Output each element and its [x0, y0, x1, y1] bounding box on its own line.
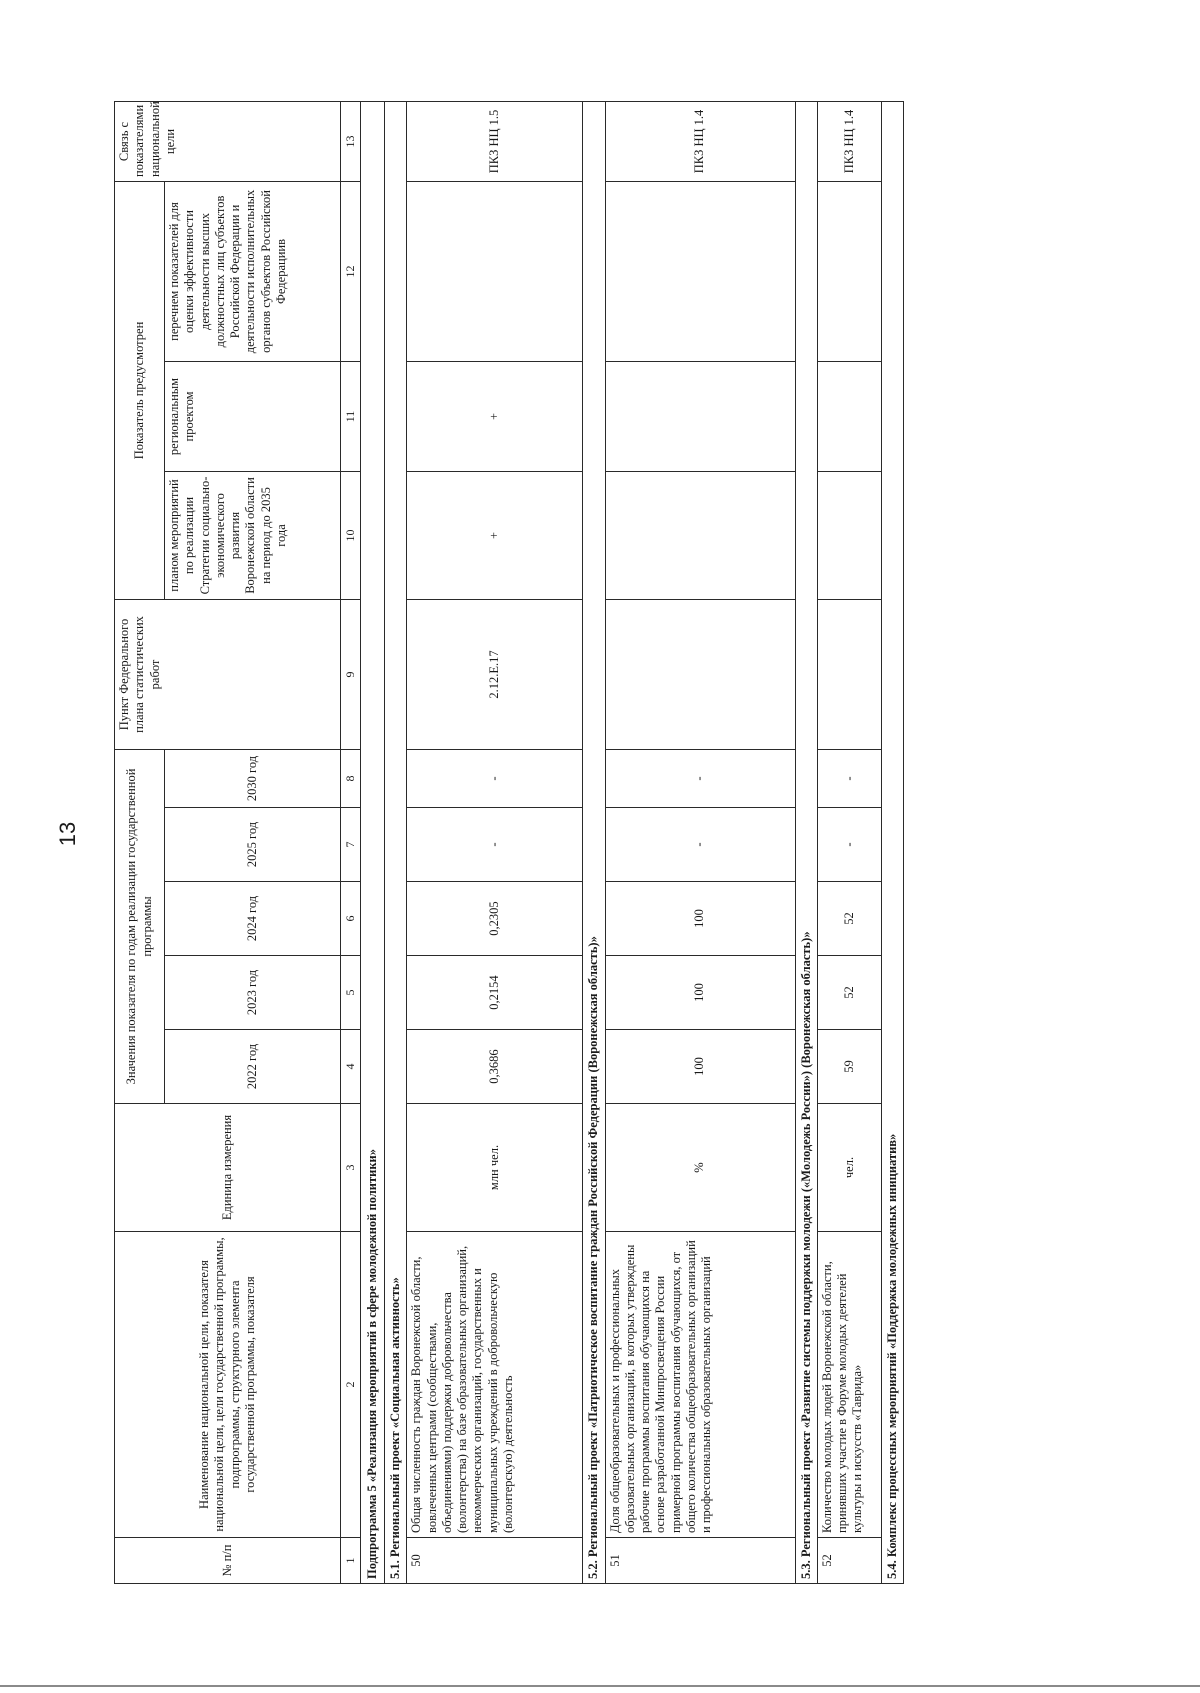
national-goal-link: ПКЗ НЦ 1.4 [817, 101, 881, 181]
header-name: Наименование национальной цели, показателя национальной цели, цели государственной программы, подпрограммы, структурного элемента государственной программы, показателя [115, 1232, 341, 1538]
national-goal-link: ПКЗ НЦ 1.5 [407, 101, 583, 181]
table-row [407, 101, 583, 1583]
column-number: 10 [341, 471, 361, 599]
column-number: 1 [341, 1538, 361, 1584]
value-2023: 0,2154 [407, 956, 583, 1030]
indicator-name: Количество молодых людей Воронежской области, принявших участие в Форуме молодых деятелей культуры и искусств «Таврида» [817, 1232, 881, 1538]
subprogram-heading: Подпрограмма 5 «Реализация мероприятий в сфере молодежной политики» [361, 101, 385, 1583]
column-number: 5 [341, 956, 361, 1030]
table-row [817, 101, 881, 1583]
value-2025: - [605, 808, 795, 882]
plan-strategy-mark [817, 471, 881, 599]
regional-project-mark [605, 361, 795, 471]
column-number: 13 [341, 101, 361, 181]
indicator-table [114, 101, 904, 1584]
rotated-table-container [114, 102, 1074, 1584]
evaluation-list-mark [605, 181, 795, 361]
column-number: 11 [341, 361, 361, 471]
header-fed-plan: Пункт Федерального плана статистических работ [115, 599, 341, 749]
indicator-unit: % [605, 1104, 795, 1232]
header-values-group: Значения показателя по годам реализации государственной программы [115, 749, 165, 1103]
header-unit: Единица измерения [115, 1104, 341, 1232]
header-num: № п/п [115, 1538, 341, 1584]
indicator-unit: млн чел. [407, 1104, 583, 1232]
plan-strategy-mark: + [407, 471, 583, 599]
table-row [605, 101, 795, 1583]
section-heading: 5.1. Региональный проект «Социальная активность» [385, 101, 407, 1583]
value-2025: - [407, 808, 583, 882]
fed-plan-item: 2.12.Е.17 [407, 599, 583, 749]
column-number: 2 [341, 1232, 361, 1538]
evaluation-list-mark [407, 181, 583, 361]
value-2022: 59 [817, 1030, 881, 1104]
value-2025: - [817, 808, 881, 882]
value-2030: - [817, 749, 881, 807]
header-provided-group: Показатель предусмотрен [115, 181, 165, 599]
header-year: 2025 год [165, 808, 341, 882]
column-number: 12 [341, 181, 361, 361]
value-2030: - [407, 749, 583, 807]
row-number: 51 [605, 1538, 795, 1584]
header-evaluation-list: перечнем показателей для оценки эффективности деятельности высших должностных лиц субъектов Российской Федерации и деятельности исполнительных органов субъектов Российской Федерациив [165, 181, 341, 361]
page-number: 13 [55, 821, 80, 847]
header-year: 2022 год [165, 1030, 341, 1104]
value-2022: 100 [605, 1030, 795, 1104]
fed-plan-item [817, 599, 881, 749]
value-2022: 0,3686 [407, 1030, 583, 1104]
section-heading: 5.3. Региональный проект «Развитие системы поддержки молодежи («Молодежь России») (Воронежская область)» [795, 101, 817, 1583]
column-number: 3 [341, 1104, 361, 1232]
section-heading: 5.2. Региональный проект «Патриотическое воспитание граждан Российской Федерации (Воронежская область)» [583, 101, 605, 1583]
value-2024: 0,2305 [407, 882, 583, 956]
indicator-unit: чел. [817, 1104, 881, 1232]
indicator-name: Доля общеобразовательных и профессиональных образовательных организаций, в которых утверждены рабочие программы воспитания обучающихся на основе разработанной Минпросвещения России примерной программы воспитания обучающихся, от общего количества общеобразовательных организаций и профессиональных образовательных организаций [605, 1232, 795, 1538]
column-number: 6 [341, 882, 361, 956]
header-year: 2023 год [165, 956, 341, 1030]
value-2024: 52 [817, 882, 881, 956]
fed-plan-item [605, 599, 795, 749]
regional-project-mark [817, 361, 881, 471]
column-number: 9 [341, 599, 361, 749]
value-2023: 52 [817, 956, 881, 1030]
row-number: 52 [817, 1538, 881, 1584]
header-plan-strategy: планом мероприятий по реализации Стратегии социально-экономического развития Воронежской области на период до 2035 года [165, 471, 341, 599]
header-regional-project: региональным проектом [165, 361, 341, 471]
scan-bottom-edge [0, 1685, 1200, 1687]
value-2024: 100 [605, 882, 795, 956]
value-2023: 100 [605, 956, 795, 1030]
header-link: Связь с показателями национальной цели [115, 101, 341, 181]
column-number: 7 [341, 808, 361, 882]
header-year: 2024 год [165, 882, 341, 956]
row-number: 50 [407, 1538, 583, 1584]
column-number: 4 [341, 1030, 361, 1104]
column-number: 8 [341, 749, 361, 807]
section-heading: 5.4. Комплекс процессных мероприятий «Поддержка молодежных инициатив» [881, 101, 903, 1583]
national-goal-link: ПКЗ НЦ 1.4 [605, 101, 795, 181]
header-year: 2030 год [165, 749, 341, 807]
evaluation-list-mark [817, 181, 881, 361]
regional-project-mark: + [407, 361, 583, 471]
plan-strategy-mark [605, 471, 795, 599]
value-2030: - [605, 749, 795, 807]
indicator-name: Общая численность граждан Воронежской области, вовлеченных центрами (сообществами, объединениями) поддержки добровольчества (волонтерства) на базе образовательных организаций, некоммерческих организаций, государственных и муниципальных учреждений в добровольческую (волонтерскую) деятельность [407, 1232, 583, 1538]
